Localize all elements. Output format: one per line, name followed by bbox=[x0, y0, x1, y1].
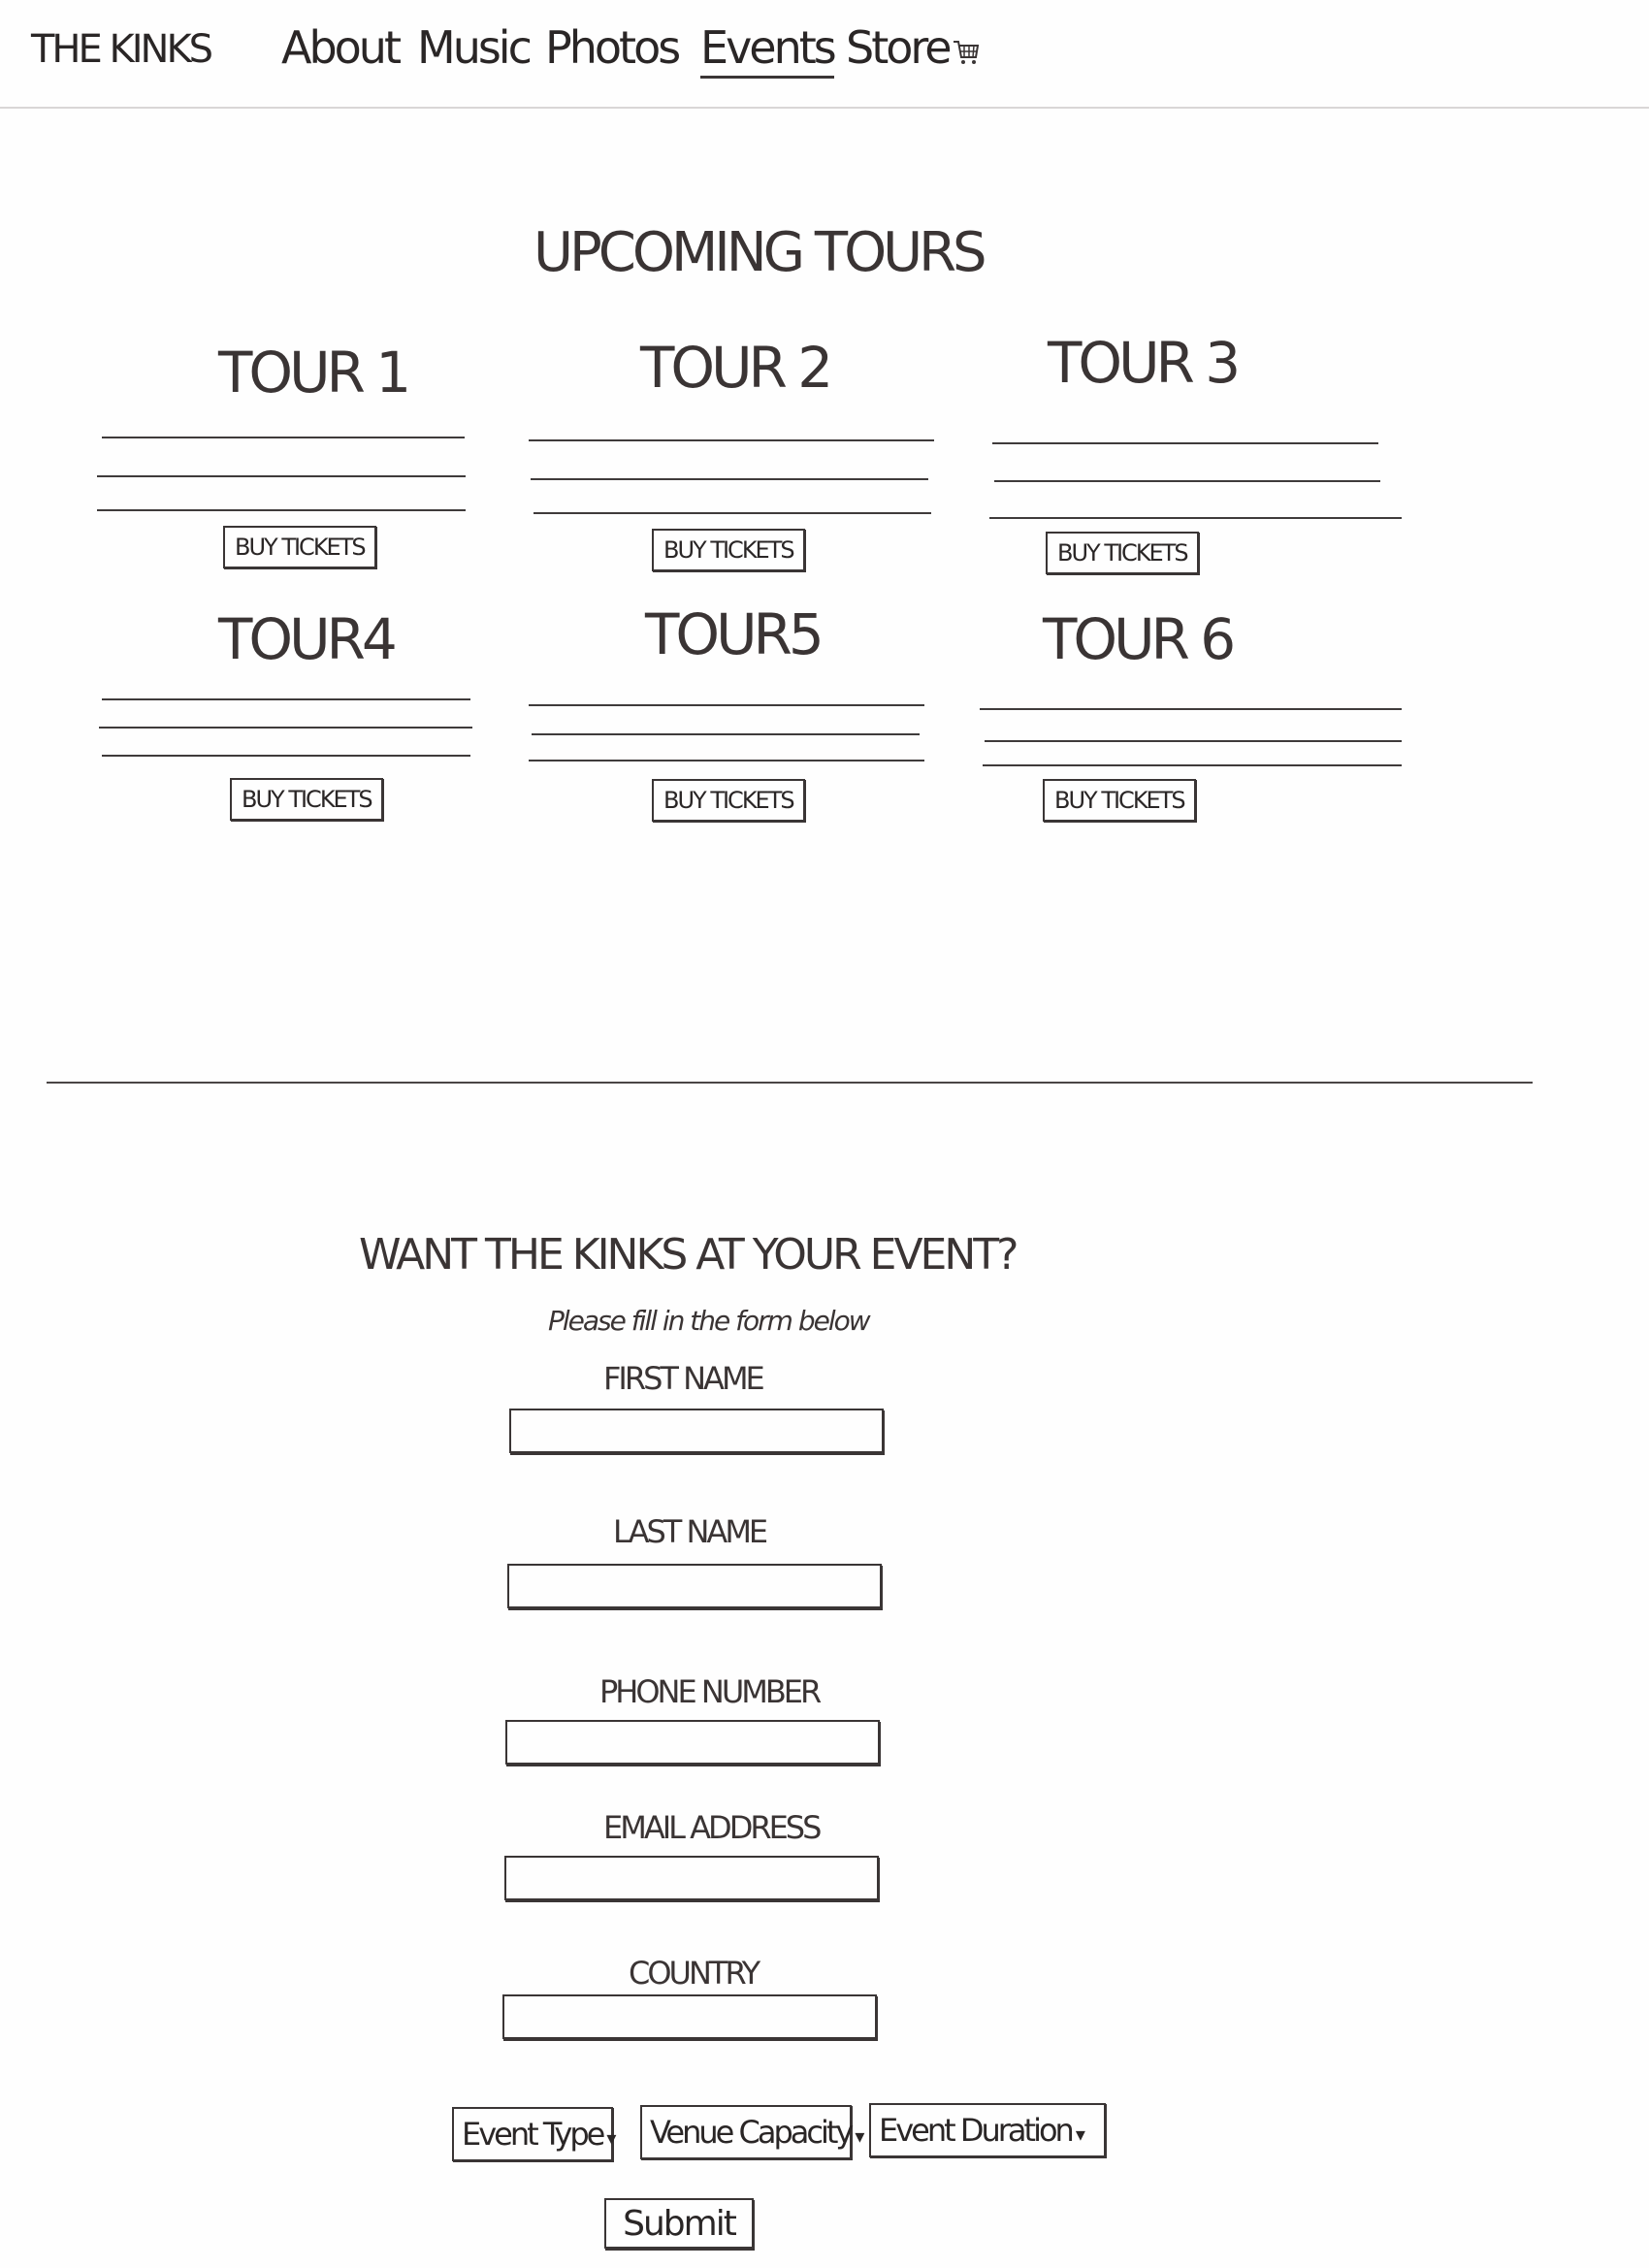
nav-link-photos[interactable]: Photos bbox=[545, 21, 679, 74]
last-name-input[interactable] bbox=[507, 1564, 882, 1608]
nav-link-about[interactable]: About bbox=[281, 21, 400, 74]
event-duration-label: Event Duration bbox=[879, 2112, 1072, 2149]
email-address-label: EMAIL ADDRESS bbox=[603, 1809, 820, 1846]
nav-link-store-label: Store bbox=[846, 21, 950, 74]
section-divider bbox=[47, 1082, 1533, 1084]
detail-line bbox=[983, 764, 1402, 766]
buy-tickets-button[interactable]: BUY TICKETS bbox=[223, 526, 376, 568]
detail-line bbox=[992, 442, 1378, 444]
upcoming-tours-title: UPCOMING TOURS bbox=[534, 221, 984, 284]
first-name-input[interactable] bbox=[509, 1409, 884, 1453]
first-name-label: FIRST NAME bbox=[603, 1360, 762, 1397]
nav-link-events[interactable]: Events bbox=[700, 21, 834, 79]
phone-number-label: PHONE NUMBER bbox=[599, 1673, 820, 1710]
email-address-input[interactable] bbox=[504, 1856, 879, 1900]
detail-line bbox=[102, 437, 465, 438]
country-input[interactable] bbox=[502, 1994, 877, 2039]
buy-tickets-button[interactable]: BUY TICKETS bbox=[1043, 779, 1196, 822]
nav-link-store[interactable] bbox=[846, 21, 981, 78]
detail-line bbox=[102, 698, 470, 700]
tour-title: TOUR4 bbox=[218, 606, 394, 672]
event-type-select[interactable] bbox=[452, 2107, 613, 2161]
tour-title: TOUR 2 bbox=[640, 335, 830, 401]
event-type-label: Event Type bbox=[462, 2116, 603, 2153]
country-label: COUNTRY bbox=[629, 1955, 759, 1992]
tour-title: TOUR 6 bbox=[1043, 606, 1233, 672]
venue-capacity-label: Venue Capacity bbox=[650, 2114, 852, 2151]
detail-line bbox=[97, 509, 466, 511]
detail-line bbox=[534, 512, 931, 514]
detail-line bbox=[97, 475, 466, 477]
nav-link-music[interactable]: Music bbox=[417, 21, 530, 74]
last-name-label: LAST NAME bbox=[613, 1513, 766, 1550]
buy-tickets-button[interactable]: BUY TICKETS bbox=[1046, 532, 1199, 574]
buy-tickets-button[interactable]: BUY TICKETS bbox=[652, 779, 805, 822]
brand-logo[interactable]: THE KINKS bbox=[31, 27, 211, 72]
detail-line bbox=[980, 708, 1402, 710]
detail-line bbox=[99, 727, 472, 729]
chevron-down-icon: ▾ bbox=[1075, 2122, 1083, 2146]
booking-form-subtitle: Please fill in the form below bbox=[548, 1305, 869, 1337]
detail-line bbox=[532, 733, 920, 735]
buy-tickets-button[interactable]: BUY TICKETS bbox=[230, 778, 383, 821]
tour-title: TOUR 1 bbox=[218, 340, 408, 405]
detail-line bbox=[985, 740, 1402, 742]
detail-line bbox=[529, 704, 924, 706]
submit-button[interactable]: Submit bbox=[604, 2198, 754, 2249]
detail-line bbox=[529, 439, 934, 441]
detail-line bbox=[529, 760, 924, 761]
venue-capacity-select[interactable] bbox=[640, 2105, 862, 2159]
chevron-down-icon: ▾ bbox=[606, 2126, 614, 2150]
chevron-down-icon: ▾ bbox=[855, 2124, 862, 2148]
detail-line bbox=[102, 755, 470, 757]
cart-icon bbox=[952, 25, 981, 78]
booking-form-title: WANT THE KINKS AT YOUR EVENT? bbox=[359, 1230, 1017, 1280]
tour-title: TOUR5 bbox=[645, 601, 821, 667]
event-duration-select[interactable] bbox=[869, 2103, 1106, 2157]
buy-tickets-button[interactable]: BUY TICKETS bbox=[652, 529, 805, 571]
phone-number-input[interactable] bbox=[505, 1720, 880, 1765]
top-nav bbox=[0, 0, 1649, 109]
detail-line bbox=[989, 517, 1402, 519]
detail-line bbox=[994, 480, 1380, 482]
detail-line bbox=[531, 478, 928, 480]
tour-title: TOUR 3 bbox=[1048, 330, 1238, 396]
